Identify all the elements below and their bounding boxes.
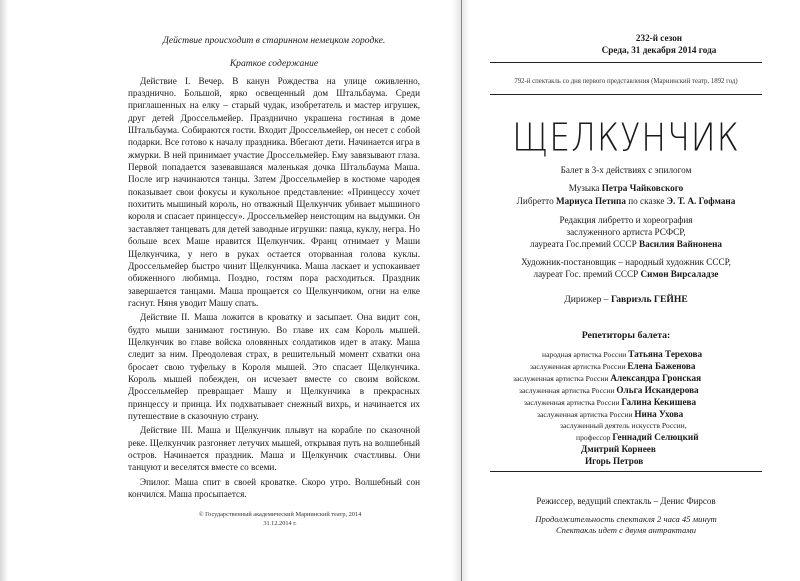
repetitors-title: Репетиторы балета: — [581, 330, 671, 341]
divider-below-note — [490, 94, 762, 95]
list-item: Игорь Петров — [585, 456, 644, 467]
stage-director-credit: Режиссер, ведущий спектакль – Денис Фирсов — [536, 496, 716, 506]
page-edge-shadow — [0, 0, 8, 581]
divider-bottom — [490, 471, 762, 472]
edition-line: лауреата Гос.премий СССР Василия Вайнонена — [530, 239, 722, 250]
libretto-credit — [490, 195, 762, 207]
list-item: профессор Геннадий Селюцкий — [576, 432, 699, 443]
epilogue-paragraph — [128, 476, 420, 501]
edition-line: Редакция либретто и хореография — [559, 215, 693, 225]
copyright-footer — [150, 510, 410, 528]
duration-info — [490, 514, 762, 536]
act-3-paragraph — [128, 424, 420, 473]
list-item: Дмитрий Корнеев — [581, 444, 656, 455]
list-item: заслуженная артистка России Ольга Искандерова — [519, 384, 699, 395]
conductor-name: Гавриэль ГЕЙНЕ — [611, 294, 688, 305]
designer-credit — [490, 256, 762, 280]
act-2-paragraph — [128, 311, 420, 422]
act-label: Действие II. — [140, 312, 190, 323]
choreography-credit — [490, 214, 762, 251]
act-text: Маша и Щелкунчик плывут на корабле по сказочной реке. Щелкунчик разгоняет летучих мышей, открывая путь на волшебный остров. Начинается праздник. Маша и Щелкунчик счастливы. Они танцуют и веселятся вместе со всеми. — [128, 425, 421, 473]
setting-intro: Действие происходит в старинном немецком городке. — [162, 35, 386, 46]
act-label: Действие I. — [140, 75, 191, 86]
conductor-label: Дирижер – — [564, 294, 611, 305]
synopsis-column — [128, 35, 420, 502]
designer-name: Симон Вирсаладзе — [640, 269, 719, 280]
libretto-label: Либретто — [516, 196, 556, 206]
tale-author-name: Э. Т. А. Гофмана — [666, 196, 736, 206]
composer-name: Петра Чайковского — [601, 183, 684, 193]
librettist-name: Мариуса Петипа — [555, 196, 626, 206]
copyright-text: © Государственный академический Мариинский театр, 2014 — [198, 511, 362, 518]
list-item: заслуженный деятель искусств России, — [560, 421, 687, 431]
performance-count-note: 792-й спектакль со дня первого представления (Мариинский театр, 1892 год) — [514, 78, 738, 85]
copyright-date: 31.12.2014 г. — [263, 520, 297, 527]
repetitors-list — [490, 349, 762, 468]
conductor-credit — [490, 294, 762, 306]
ballet-subtitle: Балет в 3-х действиях с эпилогом — [560, 165, 692, 175]
designer-line: лауреат Гос. премий СССР Симон Вирсаладзе — [533, 269, 719, 280]
gutter-line — [461, 0, 462, 581]
edition-line: заслуженного артиста РСФСР, — [566, 227, 686, 238]
act-label: Действие III. — [140, 425, 193, 436]
music-label: Музыка — [568, 183, 602, 193]
designer-line: Художник-постановщик – народный художник СССР, — [521, 257, 731, 267]
performance-date: Среда, 31 декабря 2014 года — [601, 45, 717, 55]
duration-line: Продолжительность спектакля 2 часа 45 минут — [535, 514, 717, 524]
season-label: 232-й сезон — [635, 33, 683, 43]
divider-top — [490, 62, 762, 63]
libretto-mid: по сказке — [625, 196, 667, 206]
season-header — [490, 32, 768, 56]
list-item: заслуженная артистка России Елена Баженова — [530, 360, 696, 371]
list-item: заслуженная артистка России Галина Кекишева — [524, 396, 697, 407]
list-item: народная артистка России Татьяна Терехова — [542, 349, 703, 359]
act-text: Маша спит в своей кроватке. Скоро утро. Волшебный сон кончился. Маша просыпается. — [128, 476, 420, 500]
act-1-paragraph — [128, 75, 420, 310]
ballet-title: ЩЕЛКУНЧИК — [512, 115, 740, 160]
summary-title: Краткое содержание — [229, 58, 319, 70]
music-credit — [490, 182, 762, 194]
act-text: Маша ложится в кроватку и засыпает. Она видит сон, будто мыши занимают гостиную. Во главе их сам Король мышей. Щелкунчик во главе войска оловянных солдатиков идет в атаку. Маша следит за ним. Преодолевая страх, в решительный момент схватки она бросает свою туфельку в Короля мышей. Это спасает Щелкунчика. Король мышей побежден, он исчезает вместе со своим войском. Дроссельмейер превращает Машу и Щелкунчика в прекрасных принцессу и принца. Их подхватывает снежный вихрь, и начинается их путешествие в сказочную страну. — [128, 312, 421, 421]
intermissions-line: Спектакль идет с двумя антрактами — [555, 525, 697, 535]
act-text: Вечер. В канун Рождества на улице оживленно, празднично. Большой, ярко освещенный дом Штальбаума. Среди приглашенных на елку – старый чудак, изобретатель и мастер игрушек, друг детей Дроссельмейер. Празднично украшена гостиная в доме Штальбаума. Собираются гости. Входит Дроссельмейер, он несет с собой подарки. Все готово к началу праздника. Вбегают дети. Начинается игра в жмурки. В ней принимает участие Дроссельмейер. Ему завязывают глаза. Первой попадается зазевавшаяся маленькая дочка Штальбаума Маша. После игр начинаются танцы. Затем Дроссельмейер в костюме чародея показывает свои фокусы и кукольное представление: «Принцессу хочет похитить мышиный король, но отважный Щелкунчик убивает мышиного короля и спасает принцессу». Дроссельмейер неистощим на выдумки. Он заставляет танцевать для детей заводные игрушки: паяца, куклу, негра. Но больше всех Маше нравится Щелкунчик. Франц отнимает у Маши Щелкунчика, у него в руках остается оторванная голова куклы. Дроссельмейер быстро чинит Щелкунчика. Маша ласкает и успокаивает обиженного любимца. Поздно, гостям пора расходиться. Праздник завершается танцами. Маша прощается со Щелкунчиком, огни на елке гаснут. Няня уводит Машу спать. — [128, 75, 420, 308]
list-item: заслуженная артистка России Нина Ухова — [537, 408, 684, 419]
act-label: Эпилог. — [140, 476, 171, 487]
choreographer-name: Василия Вайнонена — [638, 239, 722, 250]
list-item: заслуженная артистка России Александра Гронская — [513, 372, 702, 383]
